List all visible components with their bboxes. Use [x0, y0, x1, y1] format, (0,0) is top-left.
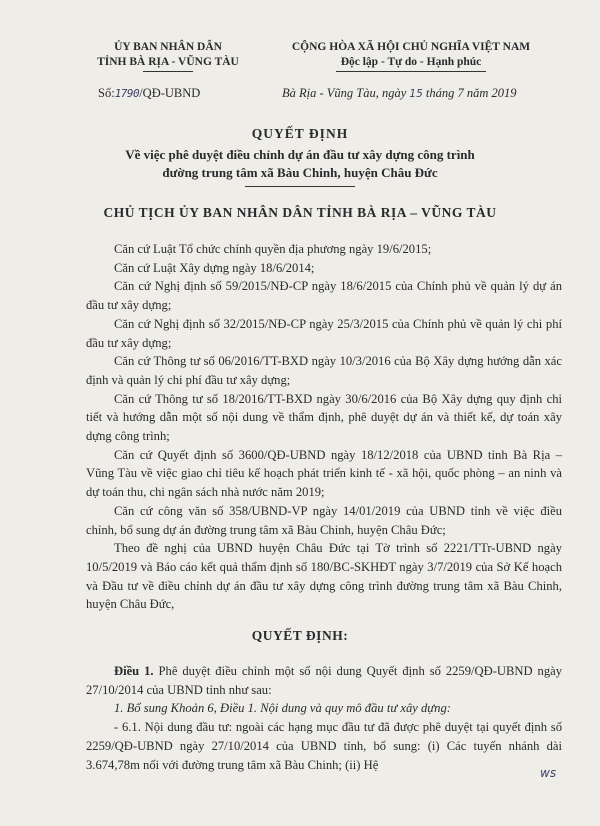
- issuer-header: [88, 40, 248, 72]
- subtitle-line-1: Về việc phê duyệt điều chỉnh dự án đầu tư xây dựng công trình: [125, 147, 475, 162]
- basis-paragraph: Căn cứ Thông tư số 18/2016/TT-BXD ngày 30/6/2016 của Bộ Xây dựng quy định chi tiết và hướng dẫn một số nội dung về thẩm định, phê duyệt dự án và thiết kế, dự toán xây dựng công trình;: [86, 391, 562, 444]
- basis-paragraph: Căn cứ Luật Xây dựng ngày 18/6/2014;: [114, 260, 315, 275]
- doc-number-prefix: Số:: [98, 86, 115, 100]
- article-1-label: Điều 1.: [114, 664, 154, 678]
- motto-underline: [336, 71, 486, 72]
- document-subtitle: [0, 146, 600, 187]
- document-date: [282, 86, 517, 101]
- legal-basis: [86, 240, 562, 614]
- subtitle-underline: [245, 186, 355, 187]
- document-number: [98, 86, 200, 101]
- issuer-line-1: ỦY BAN NHÂN DÂN: [114, 41, 222, 53]
- date-day-handwritten: 15: [409, 88, 423, 100]
- decision-body: [86, 662, 562, 774]
- decision-heading: QUYẾT ĐỊNH:: [251, 628, 349, 643]
- document-title: QUYẾT ĐỊNH: [251, 126, 349, 141]
- handwritten-initials: ws: [540, 766, 557, 780]
- basis-paragraph: Căn cứ Quyết định số 3600/QĐ-UBND ngày 18/12/2018 của UBND tỉnh Bà Rịa – Vũng Tàu về việc giao chỉ tiêu kế hoạch phát triển kinh tế - xã hội, quốc phòng – an ninh và dự toán thu, chi ngân sách nhà nước năm 2019;: [86, 447, 562, 500]
- basis-paragraph: Căn cứ Nghị định số 59/2015/NĐ-CP ngày 18/6/2015 của Chính phủ về quản lý dự án đầu tư xây dựng;: [86, 279, 562, 313]
- basis-paragraph: Căn cứ Luật Tổ chức chính quyền địa phương ngày 19/6/2015;: [114, 242, 432, 256]
- item-1: 1. Bổ sung Khoản 6, Điều 1. Nội dung và quy mô đầu tư xây dựng:: [114, 701, 451, 716]
- basis-paragraph: Căn cứ công văn số 358/UBND-VP ngày 14/01/2019 của UBND tỉnh về việc điều chỉnh, bổ sung dự án đường trung tâm xã Bàu Chinh, huyện Châu Đức;: [86, 503, 562, 537]
- basis-paragraph: Theo đề nghị của UBND huyện Châu Đức tại Tờ trình số 2221/TTr-UBND ngày 10/5/2019 và Báo cáo kết quả thẩm định số 180/BC-SKHĐT ngày 3/7/2019 của Sở Kế hoạch và Đầu tư về điều chỉnh dự án đầu tư xây dựng công trình đường trung tâm xã Bàu Chinh, huyện Châu Đức,: [86, 541, 562, 612]
- issuer-underline: [143, 71, 193, 72]
- doc-number-handwritten: 1790: [114, 87, 140, 100]
- subtitle-line-2: đường trung tâm xã Bàu Chinh, huyện Châu Đức: [162, 165, 438, 180]
- issuer-line-2: TỈNH BÀ RỊA - VŨNG TÀU: [97, 56, 239, 68]
- basis-paragraph: Căn cứ Thông tư số 06/2016/TT-BXD ngày 10/3/2016 của Bộ Xây dựng hướng dẫn xác định và quản lý chi phí đầu tư xây dựng;: [86, 354, 562, 387]
- national-header: [272, 40, 550, 72]
- national-title: CỘNG HÒA XÃ HỘI CHỦ NGHĨA VIỆT NAM: [291, 41, 531, 53]
- date-prefix: Bà Rịa - Vũng Tàu, ngày: [282, 86, 407, 100]
- article-1: [86, 662, 562, 699]
- date-suffix: tháng 7 năm 2019: [425, 86, 517, 100]
- item-1-1: - 6.1. Nội dung đầu tư: ngoài các hạng mục đầu tư đã được phê duyệt tại quyết định số 2259/QĐ-UBND ngày 27/10/2014 của UBND tỉnh, bổ sung: (i) Các tuyến nhánh dài 3.674,78m nối với đường trung tâm xã Bàu Chinh; (ii) Hệ: [86, 720, 562, 772]
- issuing-authority: CHỦ TỊCH ỦY BAN NHÂN DÂN TỈNH BÀ RỊA – VŨNG TÀU: [103, 205, 497, 220]
- doc-number-suffix: /QĐ-UBND: [139, 86, 201, 100]
- national-motto: Độc lập - Tự do - Hạnh phúc: [340, 56, 482, 68]
- basis-paragraph: Căn cứ Nghị định số 32/2015/NĐ-CP ngày 25/3/2015 của Chính phủ về quản lý chi phí đầu tư xây dựng;: [86, 316, 562, 350]
- article-1-text: Phê duyệt điều chỉnh một số nội dung Quyết định số 2259/QĐ-UBND ngày 27/10/2014 của UBND tỉnh như sau:: [86, 664, 563, 697]
